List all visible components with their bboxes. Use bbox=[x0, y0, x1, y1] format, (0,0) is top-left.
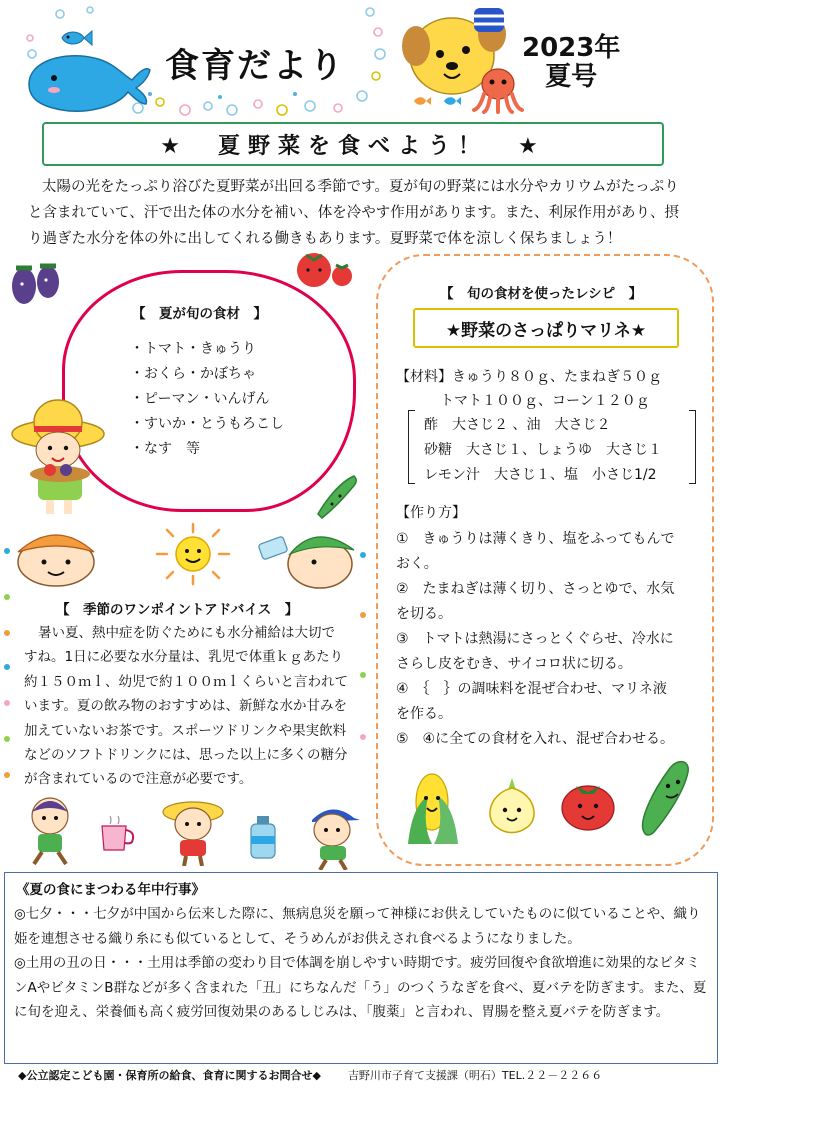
recipe-title: ★野菜のさっぱりマリネ★ bbox=[445, 320, 647, 341]
newsletter-title: 食育だより bbox=[165, 46, 345, 86]
event-doyo-ushi: ◎土用の丑の日・・・土用は季節の変わり目で体調を崩しやすい時期です。疲労回復や食欲増進に効果的なビタミンAやビタミンB群などが多く含まれた「丑」にちなんだ「う」のつくうなぎを食べ、夏バテを防ぎます。また、夏に旬を迎え、栄養価も高く疲労回復効果のあるしじみは、「腹薬」と言われ、胃腸を整え夏バテを防ぎます。 bbox=[14, 955, 707, 1020]
recipe-step: おく。 bbox=[396, 556, 438, 572]
tomato-character-icon bbox=[556, 774, 620, 834]
seasonal-food-item: ・ピーマン・いんげん bbox=[130, 391, 270, 407]
advice-heading: 【 季節のワンポイントアドバイス 】 bbox=[56, 602, 299, 618]
octopus-icon bbox=[470, 64, 526, 114]
theme-banner bbox=[42, 122, 664, 166]
issue-label bbox=[522, 34, 620, 91]
event-tanabata: ◎七夕・・・七夕が中国から伝来した際に、無病息災を願って神様にお供えしていたものに似ていることや、織り姫を連想させる織り糸にも似ているとして、そうめんがお供えされ食べるようになりました。 bbox=[14, 906, 701, 947]
child-with-cap-icon bbox=[302, 800, 364, 870]
recipe-step: ② たまねぎは薄く切り、さっとゆで、水気 bbox=[396, 581, 675, 597]
recipe-step: ④ ｛ ｝の調味料を混ぜ合わせ、マリネ液 bbox=[396, 681, 667, 697]
steps-heading: 【作り方】 bbox=[396, 505, 466, 521]
seasoning-line: 酢 大さじ２ 、油 大さじ２ bbox=[424, 417, 611, 433]
sun-icon bbox=[152, 522, 234, 586]
recipe-heading: 【 旬の食材を使ったレシピ 】 bbox=[440, 286, 643, 302]
ingredients-line: トマト１００ｇ、コーン１２０ｇ bbox=[440, 393, 650, 409]
seasonal-foods-heading: 【 夏が旬の食材 】 bbox=[132, 306, 267, 322]
contact-footer-phone: 吉野川市子育て支援課（明石）TEL.２２－２２６６ bbox=[347, 1069, 603, 1082]
running-child-icon bbox=[14, 792, 84, 866]
seasonal-food-item: ・なす 等 bbox=[130, 441, 200, 457]
ingredients-line: 【材料】きゅうり８０ｇ、たまねぎ５０ｇ bbox=[396, 369, 662, 385]
events-heading: 《夏の食にまつわる年中行事》 bbox=[16, 882, 205, 898]
recipe-step: ③ トマトは熱湯にさっとくぐらせ、冷水に bbox=[396, 631, 674, 647]
cup-icon bbox=[96, 812, 140, 856]
recipe-step: さらし皮をむき、サイコロ状に切る。 bbox=[396, 656, 632, 672]
seasonal-food-item: ・おくら・かぼちゃ bbox=[130, 366, 256, 382]
contact-footer-label: ◆公立認定こども園・保育所の給食、食育に関するお問合せ◆ bbox=[18, 1069, 321, 1082]
theme-banner-text: ★ 夏野菜を食べよう！ ★ bbox=[160, 133, 546, 159]
issue-season: 夏号 bbox=[545, 61, 598, 92]
whale-icon bbox=[24, 46, 154, 116]
advice-text: 暑い夏、熱中症を防ぐためにも水分補給は大切ですね。1日に必要な水分量は、乳児で体重ｋｇあたり約１５０ｍｌ、幼児で約１００ｍｌくらいと言われています。夏の飲み物のおすすめは、新鮮な水か甘みを加えていないお茶です。スポーツドリンクや果実飲料などのソフトドリンクには、思った以上に多くの糖分が含まれているので注意が必要です。 bbox=[24, 625, 348, 788]
seasonal-food-item: ・トマト・きゅうり bbox=[130, 341, 256, 357]
child-in-hat-icon bbox=[160, 794, 226, 866]
onion-icon bbox=[478, 776, 546, 836]
intro-paragraph: 太陽の光をたっぷり浴びた夏野菜が出回る季節です。夏が旬の野菜には水分やカリウムがたっぷりと含まれていて、汗で出た体の水分を補い、体を冷やす作用があります。また、利尿作用があり、摂り過ぎた水分を体の外に出してくれる働きもあります。夏野菜で体を涼しく保ちましょう！ bbox=[28, 179, 680, 247]
corn-icon bbox=[398, 766, 468, 846]
fish-icon bbox=[60, 28, 94, 48]
seasoning-line: レモン汁 大さじ１、塩 小さじ1/2 bbox=[424, 467, 657, 483]
cucumber-character-icon bbox=[630, 756, 696, 838]
eggplant-icon bbox=[6, 254, 66, 308]
recipe-step: を切る。 bbox=[396, 606, 452, 622]
contact-footer bbox=[18, 1067, 602, 1083]
recipe-step: を作る。 bbox=[396, 706, 452, 722]
recipe-step: ⑤ ④に全ての食材を入れ、混ぜ合わせる。 bbox=[396, 731, 674, 747]
cucumber-icon bbox=[312, 470, 362, 520]
recipe-title-box bbox=[413, 308, 679, 348]
water-bottle-icon bbox=[246, 814, 280, 860]
issue-year: 2023年 bbox=[522, 33, 621, 63]
seasoning-line: 砂糖 大さじ１、しょうゆ 大さじ１ bbox=[424, 442, 662, 458]
child-face-icon bbox=[6, 522, 106, 588]
child-drinking-icon bbox=[250, 520, 360, 592]
tomato-icon bbox=[292, 248, 354, 290]
small-fish-icon bbox=[412, 94, 472, 108]
seasonal-food-item: ・すいか・とうもろこし bbox=[130, 416, 284, 432]
recipe-step: ① きゅうりは薄くきり、塩をふってもんで bbox=[396, 531, 675, 547]
child-with-vegetables-icon bbox=[8, 394, 118, 518]
